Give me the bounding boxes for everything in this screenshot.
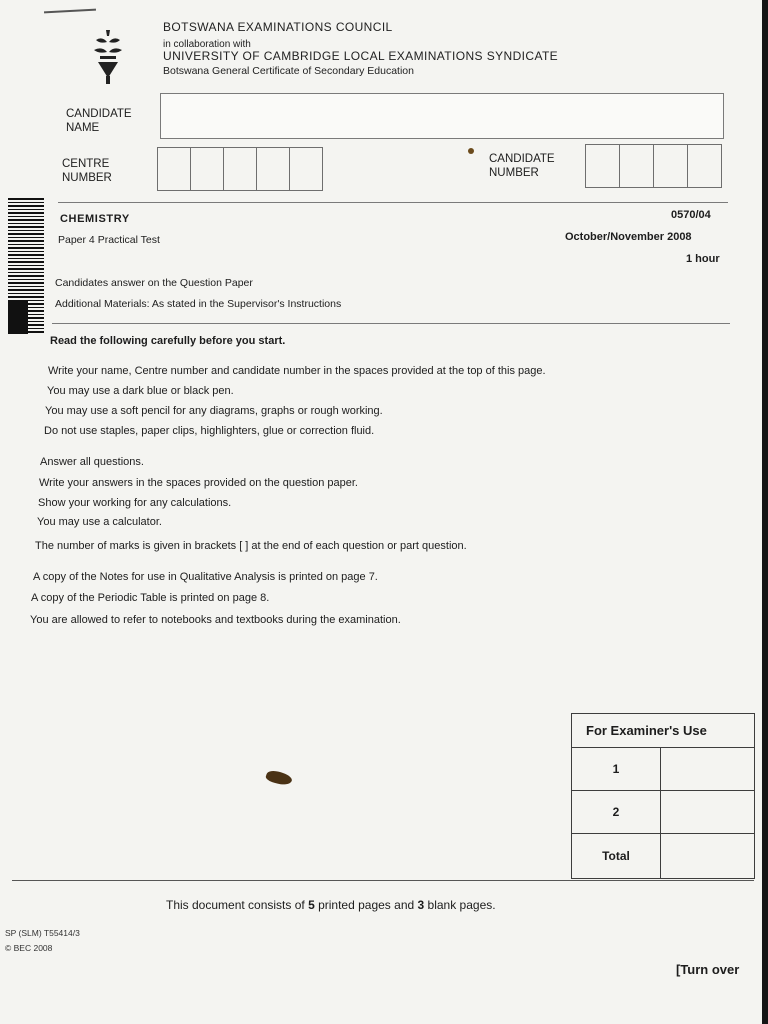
examiner-use-table <box>571 713 755 879</box>
examiner-use-title: For Examiner's Use <box>572 714 754 748</box>
divider <box>52 323 730 324</box>
instruction-line: Answer all questions. <box>40 456 144 468</box>
table-row <box>572 748 754 791</box>
instruction-line: You may use a dark blue or black pen. <box>47 385 234 397</box>
syndicate-name: UNIVERSITY OF CAMBRIDGE LOCAL EXAMINATIONS SYNDICATE <box>163 49 559 63</box>
digit-cell[interactable] <box>224 148 257 190</box>
centre-number-input[interactable] <box>157 147 323 191</box>
digit-cell[interactable] <box>290 148 322 190</box>
digit-cell[interactable] <box>688 145 721 187</box>
document-reference: SP (SLM) T55414/3 <box>5 928 80 938</box>
candidate-name-label: CANDIDATE NAME <box>66 108 132 134</box>
note-text: printed pages and <box>314 898 418 912</box>
instruction-line: Show your working for any calculations. <box>38 497 232 509</box>
bec-crest-icon <box>86 26 130 86</box>
candidate-number-label: CANDIDATE NUMBER <box>489 153 555 179</box>
digit-cell[interactable] <box>654 145 688 187</box>
copyright: © BEC 2008 <box>5 943 53 953</box>
instruction-line: A copy of the Notes for use in Qualitative Analysis is printed on page 7. <box>33 571 378 583</box>
centre-number-label: CENTRE NUMBER <box>62 158 112 184</box>
digit-cell[interactable] <box>257 148 290 190</box>
digit-cell[interactable] <box>191 148 224 190</box>
blank-count: 3 <box>417 898 425 912</box>
turn-over: [Turn over <box>676 962 740 977</box>
candidate-number-input[interactable] <box>585 144 722 188</box>
divider <box>12 880 754 881</box>
instruction-line: You may use a soft pencil for any diagrams, graphs or rough working. <box>45 405 383 417</box>
instruction-line: The number of marks is given in brackets [ ] at the end of each question or part question. <box>35 540 467 552</box>
instruction-line: A copy of the Periodic Table is printed on page 8. <box>31 592 270 604</box>
mark-cell[interactable] <box>661 791 754 833</box>
digit-cell[interactable] <box>158 148 191 190</box>
barcode-block <box>8 300 28 334</box>
additional-materials: Additional Materials: As stated in the Supervisor's Instructions <box>55 298 342 310</box>
note-text: blank pages. <box>424 898 496 912</box>
ink-blot <box>265 768 293 787</box>
instruction-line: You are allowed to refer to notebooks and textbooks during the examination. <box>30 614 401 626</box>
note-text: This document consists of <box>166 898 309 912</box>
table-row <box>572 791 754 834</box>
scan-edge <box>762 0 768 1024</box>
table-row <box>572 834 754 878</box>
instruction-line: Do not use staples, paper clips, highlighters, glue or correction fluid. <box>44 425 375 437</box>
digit-cell[interactable] <box>620 145 654 187</box>
collaboration-line: in collaboration with <box>163 39 251 50</box>
mark-cell[interactable] <box>661 748 754 790</box>
paper-code: 0570/04 <box>671 209 711 221</box>
council-name: BOTSWANA EXAMINATIONS COUNCIL <box>163 20 393 34</box>
ink-spot <box>468 148 474 154</box>
digit-cell[interactable] <box>586 145 620 187</box>
instruction-line: Write your name, Centre number and candidate number in the spaces provided at the top of this page. <box>48 365 546 377</box>
question-number: 2 <box>572 791 661 833</box>
subject-title: CHEMISTRY <box>60 213 130 225</box>
total-cell[interactable] <box>661 834 754 878</box>
paper-title: Paper 4 Practical Test <box>58 234 160 246</box>
duration: 1 hour <box>686 253 720 265</box>
instructions-heading: Read the following carefully before you start. <box>50 335 286 347</box>
total-label: Total <box>572 834 661 878</box>
pen-mark <box>44 9 96 14</box>
divider <box>58 202 728 203</box>
instruction-line: You may use a calculator. <box>37 516 162 528</box>
candidate-name-input[interactable] <box>160 93 724 139</box>
page-count-note <box>166 898 496 912</box>
exam-session: October/November 2008 <box>565 231 692 243</box>
printed-count: 5 <box>308 898 315 912</box>
question-number: 1 <box>572 748 661 790</box>
answer-location: Candidates answer on the Question Paper <box>55 277 253 289</box>
certificate-name: Botswana General Certificate of Secondary Education <box>163 65 414 77</box>
instruction-line: Write your answers in the spaces provided on the question paper. <box>39 477 358 489</box>
